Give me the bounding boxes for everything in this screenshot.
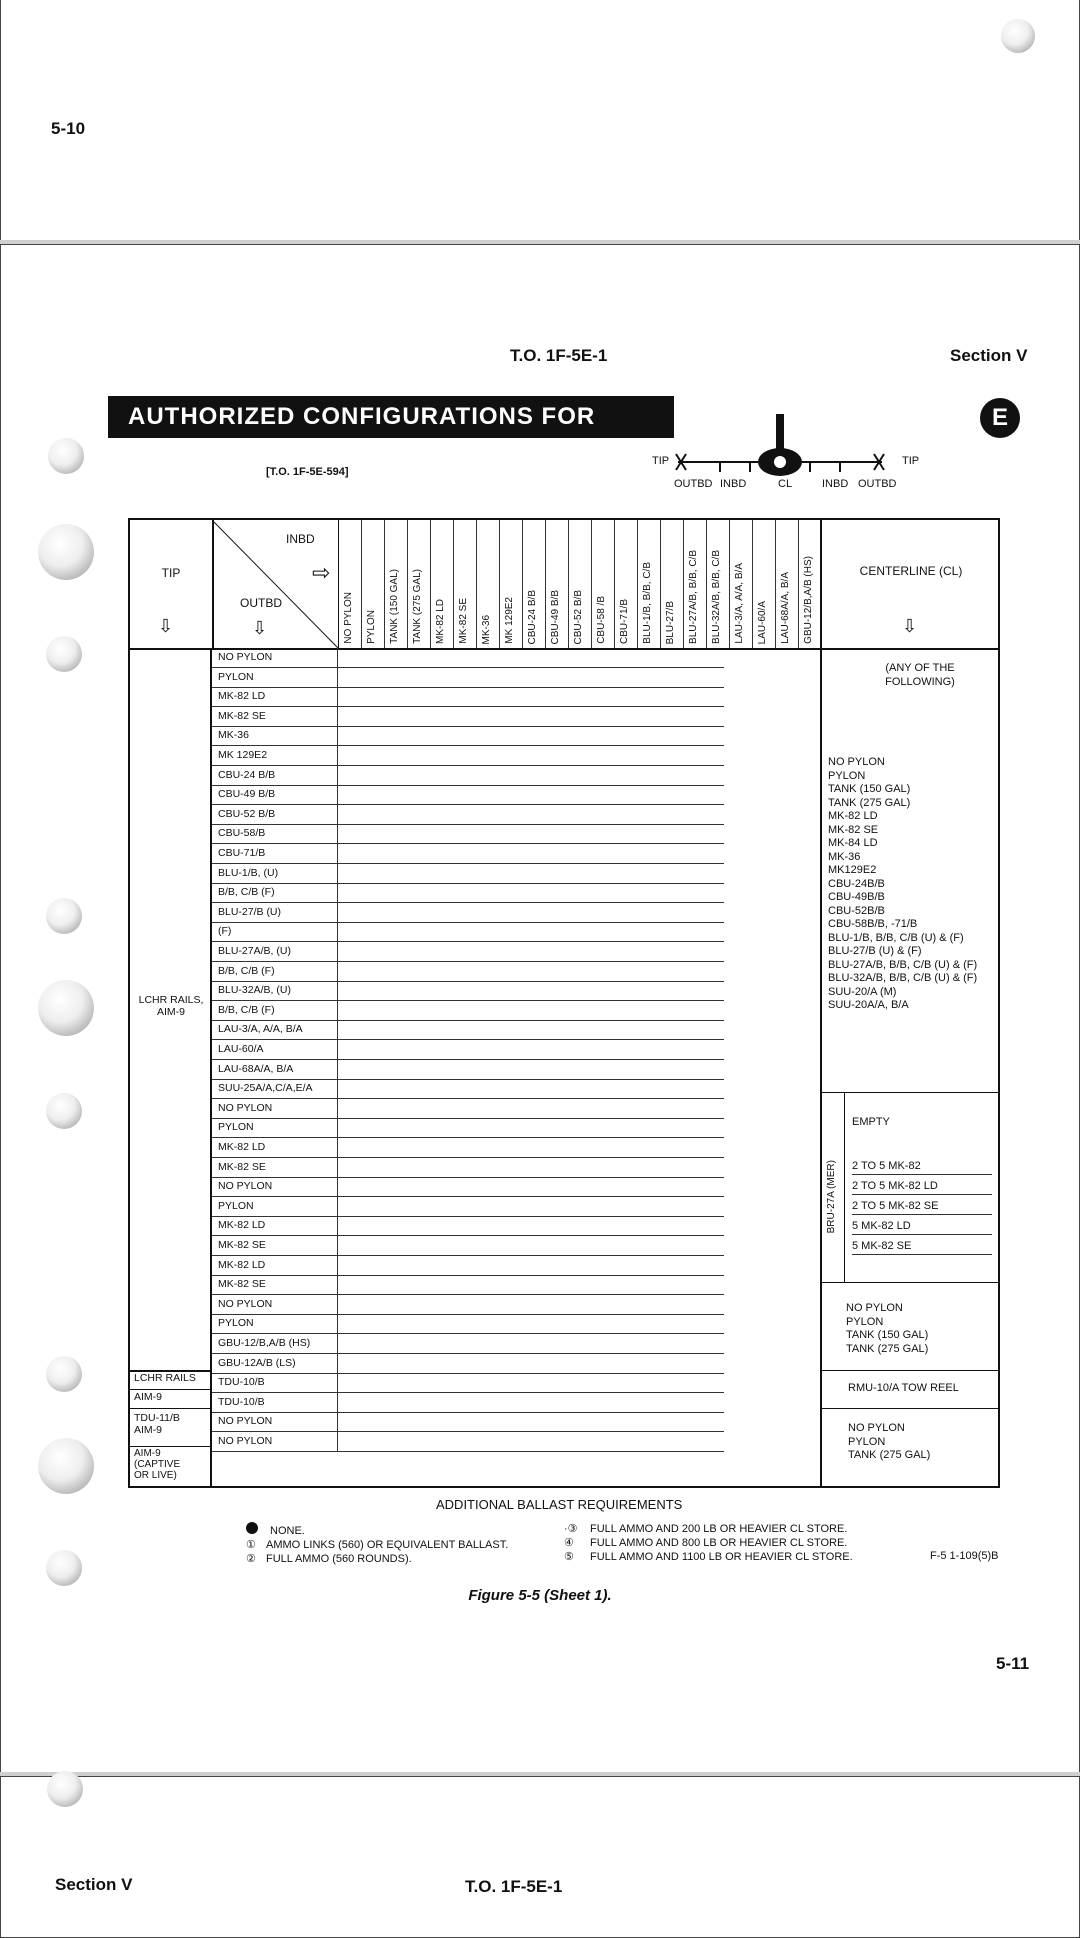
table-row: [212, 1060, 724, 1080]
row-divider: [337, 1393, 338, 1412]
centerline-any: (ANY OF THE FOLLOWING): [885, 662, 955, 688]
row-label: MK 129E2: [218, 749, 268, 761]
column-header: [338, 520, 362, 650]
row-divider: [337, 1412, 338, 1431]
row-label: SUU-25A/A,C/A,E/A: [218, 1082, 313, 1095]
table-row: [212, 981, 724, 1001]
row-divider: [337, 981, 338, 1000]
row-label: LAU-60/A: [218, 1043, 264, 1055]
column-header: [798, 520, 822, 650]
row-label: B/B, C/B (F): [218, 1003, 275, 1016]
table-row: [212, 766, 724, 786]
row-divider: [337, 648, 338, 667]
row-divider: [337, 824, 338, 843]
row-label: LAU-3/A, A/A, B/A: [218, 1023, 303, 1036]
centerline-store: NO PYLON: [828, 756, 885, 768]
table-row: [212, 922, 724, 942]
row-label: LAU-68A/A, B/A: [218, 1062, 294, 1075]
centerline-store: NO PYLON: [848, 1422, 905, 1434]
centerline-store: BLU-1/B, B/B, C/B (U) & (F): [828, 931, 964, 944]
centerline-store-list: [828, 756, 998, 1013]
column-header: [706, 520, 730, 650]
column-header: [545, 520, 569, 650]
row-divider: [337, 707, 338, 726]
station-tip-right: TIP: [902, 455, 920, 467]
centerline-store: TANK (150 GAL): [846, 1329, 929, 1341]
row-label: CBU-58/B: [218, 827, 266, 840]
page-header-section: Section V: [950, 346, 1028, 365]
row-divider: [337, 1314, 338, 1333]
row-label: GBU-12A/B (LS): [218, 1356, 296, 1369]
inbd-header: INBD: [286, 532, 315, 546]
table-row: [212, 1079, 724, 1099]
table-row: [212, 746, 724, 766]
row-divider: [337, 687, 338, 706]
table-row: [212, 1099, 724, 1119]
mer-item: 5 MK-82 SE: [852, 1240, 992, 1255]
column-header-label: BLU-27A/B, B/B, C/B: [688, 550, 699, 644]
column-header: [522, 520, 546, 650]
row-divider: [337, 746, 338, 765]
figure-title: AUTHORIZED CONFIGURATIONS FOR TAKEOFF: [108, 396, 674, 438]
legend-right: [564, 1522, 853, 1564]
table-row: [212, 687, 724, 707]
row-label: MK-82 LD: [218, 1219, 266, 1232]
row-divider: [337, 1432, 338, 1451]
centerline-store: MK-82 LD: [828, 810, 878, 822]
outbd-arrow-icon: ⇩: [252, 618, 268, 638]
centerline-divider: [820, 648, 822, 1486]
centerline-store: PYLON: [828, 769, 866, 782]
column-header-label: CBU-71/B: [619, 598, 630, 644]
row-label: MK-82 LD: [218, 1258, 266, 1271]
centerline-store: TANK (275 GAL): [846, 1342, 929, 1355]
mer-label: BRU-27A (MER): [826, 1160, 837, 1234]
column-header: [384, 520, 408, 650]
previous-page: [0, 0, 1080, 242]
tip-label-aim: AIM-9: [134, 1391, 163, 1403]
legend-item-none: NONE.: [246, 1522, 508, 1538]
centerline-store: MK-36: [828, 850, 861, 863]
column-header: [729, 520, 753, 650]
page-header-section: Section V: [55, 1875, 133, 1894]
table-row: [212, 726, 724, 746]
column-header: [637, 520, 661, 650]
mer-item: 5 MK-82 LD: [852, 1220, 992, 1235]
column-header-label: CBU-58 /B: [596, 596, 607, 644]
row-label: B/B, C/B (F): [218, 964, 275, 977]
mer-divider: [844, 1092, 845, 1282]
table-row: [212, 1393, 724, 1413]
station-inbd-left: INBD: [720, 478, 747, 490]
table-row: [212, 1040, 724, 1060]
column-header: [568, 520, 592, 650]
cl-divider-mer: [822, 1092, 998, 1093]
punch-hole: [47, 1771, 83, 1807]
table-row: [212, 844, 724, 864]
row-label: CBU-71/B: [218, 847, 266, 859]
column-header: [407, 520, 431, 650]
figure-code: F-5 1-109(5)B: [930, 1550, 999, 1562]
row-divider: [337, 903, 338, 922]
table-row: [212, 1354, 724, 1374]
centerline-rmu: RMU-10/A TOW REEL: [848, 1382, 959, 1394]
column-header: [683, 520, 707, 650]
punch-hole: [38, 980, 94, 1036]
row-label: PYLON: [218, 1317, 254, 1330]
column-header-label: BLU-1/B, B/B, C/B: [642, 562, 653, 644]
column-header-label: CBU-52 B/B: [573, 589, 584, 644]
column-header-label: MK 129E2: [504, 597, 515, 644]
column-header: [430, 520, 454, 650]
centerline-store: PYLON: [846, 1315, 884, 1328]
row-divider: [337, 1060, 338, 1079]
legend-dot-icon: [246, 1522, 258, 1534]
row-label: CBU-49 B/B: [218, 788, 276, 801]
table-row: [212, 1216, 724, 1236]
table-row: [212, 1295, 724, 1315]
legend-item-5: ⑤ FULL AMMO AND 1100 LB OR HEAVIER CL STORE.: [564, 1551, 853, 1563]
row-label: TDU-10/B: [218, 1395, 265, 1408]
tip-header: TIP: [161, 566, 181, 580]
table-row: [212, 1177, 724, 1197]
punch-hole: [38, 524, 94, 580]
table-row: [212, 1020, 724, 1040]
configuration-grid: [128, 518, 1000, 1488]
row-label: MK-82 SE: [218, 709, 266, 722]
column-header: [752, 520, 776, 650]
column-header-label: TANK (275 GAL): [412, 569, 423, 644]
centerline-header-cell: [820, 520, 1000, 650]
row-divider: [337, 1020, 338, 1039]
legend-left: [246, 1522, 508, 1566]
next-page: [0, 1776, 1080, 1938]
centerline-store: TANK (150 GAL): [828, 783, 911, 795]
table-row: [212, 1236, 724, 1256]
row-divider: [337, 1334, 338, 1353]
reference-number: [T.O. 1F-5E-594]: [266, 466, 349, 478]
centerline-store: PYLON: [848, 1435, 886, 1448]
column-header-label: CBU-24 B/B: [527, 589, 538, 644]
punch-hole: [46, 636, 82, 672]
row-label: BLU-1/B, (U): [218, 866, 279, 879]
legend-title: ADDITIONAL BALLAST REQUIREMENTS: [436, 1497, 683, 1512]
legend-item-4: ④ FULL AMMO AND 800 LB OR HEAVIER CL STORE.: [564, 1537, 848, 1549]
row-divider: [337, 1099, 338, 1118]
row-label: NO PYLON: [218, 1297, 273, 1310]
mer-item: 2 TO 5 MK-82 SE: [852, 1200, 992, 1215]
row-divider: [337, 1118, 338, 1137]
row-label: (F): [218, 925, 232, 938]
column-header: [453, 520, 477, 650]
row-label: PYLON: [218, 1199, 254, 1212]
row-label: BLU-27A/B, (U): [218, 945, 291, 957]
table-row: [212, 824, 724, 844]
centerline-store: SUU-20/A (M): [828, 985, 897, 998]
column-header: [591, 520, 615, 650]
table-row: [212, 1412, 724, 1432]
page-number: 5-11: [996, 1654, 1030, 1673]
table-row: [212, 864, 724, 884]
row-label: GBU-12/B,A/B (HS): [218, 1337, 311, 1349]
column-header: [476, 520, 500, 650]
mer-item: 2 TO 5 MK-82 LD: [852, 1180, 992, 1195]
row-label: BLU-27/B (U): [218, 905, 282, 918]
centerline-store: BLU-27/B (U) & (F): [828, 945, 922, 957]
row-divider: [337, 1373, 338, 1392]
table-row: [212, 707, 724, 727]
column-header-label: MK-82 LD: [435, 598, 446, 644]
row-label: NO PYLON: [218, 1435, 273, 1447]
table-row: [212, 1314, 724, 1334]
column-header-label: LAU-68A/A, B/A: [780, 572, 791, 644]
row-label: B/B, C/B (F): [218, 886, 275, 899]
row-divider: [337, 668, 338, 687]
tip-label-lchr-rails: LCHR RAILS: [134, 1372, 196, 1384]
tip-label-lchr-aim: LCHR RAILS, AIM-9: [138, 994, 204, 1018]
column-header-label: PYLON: [366, 610, 377, 644]
page-number: 5-10: [51, 119, 86, 138]
row-label: MK-82 SE: [218, 1278, 266, 1291]
punch-hole: [38, 1438, 94, 1494]
column-header-label: LAU-3/A, A/A, B/A: [734, 563, 745, 644]
column-header: [499, 520, 523, 650]
table-row: [212, 785, 724, 805]
cl-divider-gbu: [822, 1282, 998, 1283]
centerline-store: TANK (275 GAL): [848, 1449, 931, 1461]
centerline-store: TANK (275 GAL): [828, 796, 911, 809]
row-label: MK-82 SE: [218, 1239, 266, 1251]
mer-item: 2 TO 5 MK-82: [852, 1160, 992, 1175]
inbd-outbd-header-cell: [212, 520, 339, 650]
row-divider: [337, 1295, 338, 1314]
centerline-store: SUU-20A/A, B/A: [828, 999, 909, 1011]
row-divider: [337, 864, 338, 883]
row-label: MK-36: [218, 729, 249, 742]
row-divider: [337, 766, 338, 785]
row-label: MK-82 SE: [218, 1160, 266, 1173]
table-row: [212, 1373, 724, 1393]
centerline-store: CBU-58B/B, -71/B: [828, 918, 918, 930]
row-label: BLU-32A/B, (U): [218, 984, 291, 997]
table-row: [212, 668, 724, 688]
row-divider: [337, 942, 338, 961]
row-divider: [337, 1177, 338, 1196]
row-divider: [337, 962, 338, 981]
row-divider: [337, 844, 338, 863]
row-divider: [337, 1354, 338, 1373]
column-header: [614, 520, 638, 650]
table-row: [212, 883, 724, 903]
outbd-header: OUTBD: [240, 596, 282, 610]
row-label: MK-82 LD: [218, 1141, 266, 1153]
row-divider: [337, 1001, 338, 1020]
row-divider: [337, 1236, 338, 1255]
column-header-label: MK-82 SE: [458, 598, 469, 644]
column-header-label: LAU-60/A: [757, 600, 768, 644]
station-outbd-right: OUTBD: [858, 478, 897, 490]
tip-arrow-icon: ⇩: [158, 616, 174, 636]
row-label: PYLON: [218, 670, 254, 683]
centerline-store: MK-84 LD: [828, 837, 878, 849]
column-header: [775, 520, 799, 650]
row-divider: [337, 1275, 338, 1294]
row-divider: [337, 1216, 338, 1235]
row-divider: [337, 883, 338, 902]
tip-divider-2: [130, 1389, 212, 1390]
cl-divider-last: [822, 1408, 998, 1409]
table-row: [212, 1275, 724, 1295]
row-label: CBU-24 B/B: [218, 768, 276, 781]
legend-item-3: ·③ FULL AMMO AND 200 LB OR HEAVIER CL STORE.: [564, 1523, 848, 1535]
row-divider: [337, 1197, 338, 1216]
column-header-label: CBU-49 B/B: [550, 589, 561, 644]
legend-item-1: ① AMMO LINKS (560) OR EQUIVALENT BALLAST.: [246, 1539, 509, 1551]
column-header-label: MK-36: [481, 614, 492, 644]
station-tip-left: TIP: [652, 455, 670, 467]
tip-header-cell: [130, 520, 214, 650]
table-row: [212, 1158, 724, 1178]
version-badge: E: [980, 398, 1020, 438]
column-header-label: BLU-32A/B, B/B, C/B: [711, 550, 722, 644]
tip-label-captive: AIM-9 (CAPTIVE OR LIVE): [134, 1448, 181, 1481]
table-row: [212, 1001, 724, 1021]
row-divider: [337, 1256, 338, 1275]
centerline-arrow-icon: ⇩: [902, 616, 918, 636]
column-header: [660, 520, 684, 650]
table-row: [212, 1118, 724, 1138]
row-label: MK-82 LD: [218, 690, 266, 703]
centerline-store: CBU-24B/B: [828, 877, 885, 890]
centerline-store: MK129E2: [828, 864, 877, 876]
row-label: PYLON: [218, 1121, 254, 1134]
table-row: [212, 962, 724, 982]
column-header-label: TANK (150 GAL): [389, 569, 400, 644]
punch-hole: [48, 438, 84, 474]
punch-hole: [46, 1093, 82, 1129]
row-label: TDU-10/B: [218, 1376, 265, 1389]
table-row: [212, 1197, 724, 1217]
centerline-store: NO PYLON: [846, 1302, 903, 1314]
punch-hole: [1001, 19, 1035, 53]
column-header-label: GBU-12/B,A/B (HS): [803, 556, 814, 644]
row-label: NO PYLON: [218, 1415, 273, 1428]
row-label: NO PYLON: [218, 1180, 273, 1193]
row-divider: [337, 922, 338, 941]
punch-hole: [46, 898, 82, 934]
table-row: [212, 1256, 724, 1276]
figure-caption: Figure 5-5 (Sheet 1).: [468, 1587, 612, 1604]
column-header: [361, 520, 385, 650]
table-row: [212, 805, 724, 825]
punch-hole: [46, 1356, 82, 1392]
row-divider: [337, 1158, 338, 1177]
centerline-gbu-list: [846, 1302, 996, 1356]
tip-divider-3: [130, 1408, 212, 1409]
tip-divider-4: [130, 1446, 212, 1447]
station-cl: CL: [778, 478, 793, 490]
row-divider: [337, 726, 338, 745]
row-divider: [337, 1040, 338, 1059]
legend-item-2: ② FULL AMMO (560 ROUNDS).: [246, 1553, 412, 1565]
inbd-arrow-icon: ⇨: [312, 560, 331, 585]
centerline-header: CENTERLINE (CL): [859, 564, 963, 578]
column-header-label: BLU-27/B: [665, 600, 676, 644]
centerline-last-list: [848, 1422, 998, 1463]
table-row: [212, 648, 724, 668]
table-row: [212, 1334, 724, 1354]
table-row: [212, 942, 724, 962]
station-inbd-right: INBD: [822, 478, 849, 490]
row-divider: [337, 1138, 338, 1157]
centerline-store: BLU-27A/B, B/B, C/B (U) & (F): [828, 958, 978, 971]
row-divider: [337, 805, 338, 824]
page-header-to: T.O. 1F-5E-1: [510, 346, 608, 365]
row-label: NO PYLON: [218, 651, 273, 663]
row-label: NO PYLON: [218, 1101, 273, 1114]
row-label: CBU-52 B/B: [218, 807, 276, 820]
page-header-to: T.O. 1F-5E-1: [465, 1877, 563, 1896]
table-row: [212, 1432, 724, 1452]
row-divider: [337, 785, 338, 804]
tip-label-tdu: TDU-11/B AIM-9: [134, 1412, 180, 1436]
station-outbd-left: OUTBD: [674, 478, 713, 490]
centerline-store: BLU-32A/B, B/B, C/B (U) & (F): [828, 972, 978, 984]
centerline-store: CBU-49B/B: [828, 891, 885, 903]
centerline-store: CBU-52B/B: [828, 904, 885, 917]
punch-hole: [46, 1550, 82, 1586]
table-row: [212, 903, 724, 923]
column-header-label: NO PYLON: [343, 592, 354, 644]
table-row: [212, 1138, 724, 1158]
row-divider: [337, 1079, 338, 1098]
cl-divider-rmu: [822, 1370, 998, 1371]
centerline-store: MK-82 SE: [828, 823, 879, 836]
mer-item: EMPTY: [852, 1116, 890, 1128]
